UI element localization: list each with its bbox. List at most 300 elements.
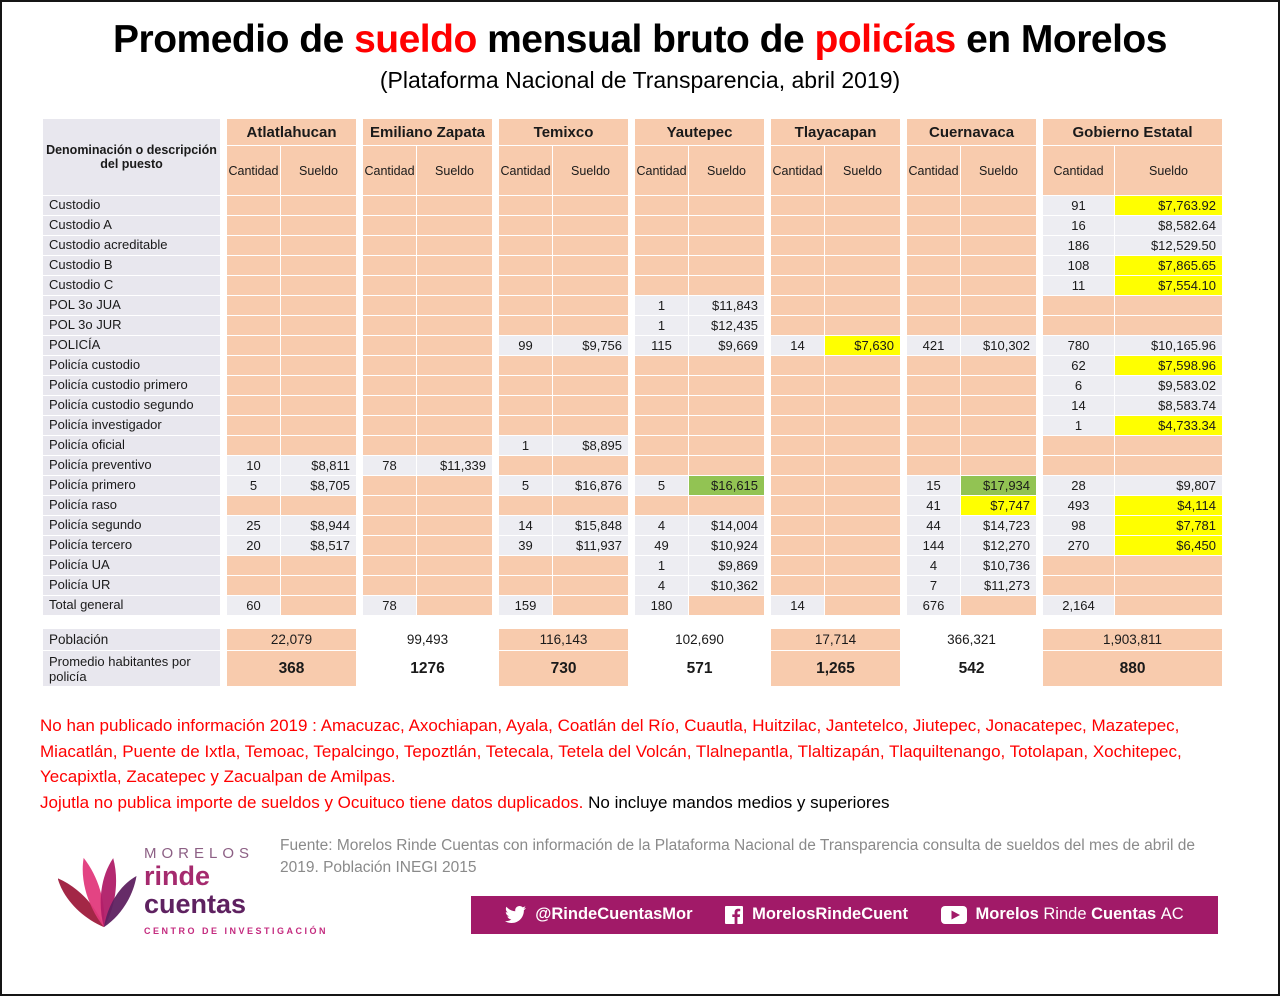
empty-cell [907,316,961,336]
facebook-text-part: RindeCuent [815,905,908,924]
empty-cell [281,556,357,576]
title-part: mensual bruto de [476,18,815,61]
facebook-icon [725,906,743,924]
table-row [43,596,1223,616]
empty-cell [771,256,825,276]
spacer [43,616,1223,629]
empty-cell [825,216,901,236]
empty-cell [961,596,1037,616]
empty-cell [689,356,765,376]
empty-cell [635,196,689,216]
sueldo-cell: $14,723 [961,516,1037,536]
poblacion-value: 366,321 [907,629,1037,651]
cantidad-cell: 421 [907,336,961,356]
empty-cell [825,516,901,536]
row-label: Custodio C [43,276,221,296]
promedio-value: 542 [907,651,1037,687]
empty-cell [825,436,901,456]
sueldo-cell: $10,736 [961,556,1037,576]
empty-cell [961,216,1037,236]
row-label: Policía UA [43,556,221,576]
sueldo-cell: $8,811 [281,456,357,476]
cantidad-header: Cantidad [227,146,281,196]
empty-cell [417,236,493,256]
empty-cell [417,536,493,556]
empty-cell [689,436,765,456]
logo-morelos: MORELOS [144,845,255,862]
empty-cell [281,296,357,316]
empty-cell [281,416,357,436]
poblacion-value: 99,493 [363,629,493,651]
poblacion-value: 17,714 [771,629,901,651]
sueldo-cell: $7,747 [961,496,1037,516]
promedio-row [43,651,1223,687]
sueldo-cell: $11,843 [689,296,765,316]
footer-right [280,835,1218,934]
empty-cell [227,356,281,376]
logo-rinde: rinde [144,861,211,891]
empty-cell [499,356,553,376]
empty-cell [363,316,417,336]
empty-cell [553,556,629,576]
facebook-handle[interactable] [725,905,908,924]
empty-cell [1043,436,1115,456]
empty-cell [1043,556,1115,576]
empty-cell [499,416,553,436]
sueldo-cell: $4,733.34 [1115,416,1223,436]
empty-cell [1115,556,1223,576]
empty-cell [499,556,553,576]
empty-cell [227,316,281,336]
source-text: Fuente: Morelos Rinde Cuentas con información de la Plataforma Nacional de Transparencia consulta de sueldos del mes de abril de 2019. Población INEGI 2015 [280,837,1196,877]
cantidad-header: Cantidad [1043,146,1115,196]
poblacion-value: 102,690 [635,629,765,651]
row-label: Policía UR [43,576,221,596]
cantidad-cell: 60 [227,596,281,616]
empty-cell [417,436,493,456]
empty-cell [227,196,281,216]
empty-cell [553,416,629,436]
empty-cell [281,336,357,356]
empty-cell [635,376,689,396]
table-header-row [43,119,1223,146]
empty-cell [281,396,357,416]
empty-cell [771,496,825,516]
empty-cell [825,456,901,476]
empty-cell [689,196,765,216]
empty-cell [771,236,825,256]
empty-cell [417,476,493,496]
table-row [43,516,1223,536]
empty-cell [907,216,961,236]
cantidad-cell: 14 [499,516,553,536]
empty-cell [907,436,961,456]
cantidad-cell: 62 [1043,356,1115,376]
empty-cell [1115,436,1223,456]
empty-cell [825,256,901,276]
table-row [43,476,1223,496]
empty-cell [553,236,629,256]
page-title [2,18,1278,62]
sueldo-header: Sueldo [1115,146,1223,196]
row-label: Custodio B [43,256,221,276]
title-part: en Morelos [955,18,1167,61]
table-row [43,316,1223,336]
sueldo-cell: $12,270 [961,536,1037,556]
empty-cell [553,396,629,416]
table-row [43,376,1223,396]
row-label: Policía custodio [43,356,221,376]
row-label: Policía raso [43,496,221,516]
cantidad-cell: 159 [499,596,553,616]
empty-cell [635,396,689,416]
table-row [43,356,1223,376]
sueldo-cell: $12,435 [689,316,765,336]
promedio-value: 880 [1043,651,1223,687]
sueldo-cell: $8,895 [553,436,629,456]
empty-cell [553,496,629,516]
empty-cell [227,576,281,596]
empty-cell [689,456,765,476]
empty-cell [689,496,765,516]
empty-cell [363,416,417,436]
cantidad-cell: 78 [363,596,417,616]
facebook-text [752,905,908,924]
twitter-text [535,905,692,924]
cantidad-cell: 780 [1043,336,1115,356]
empty-cell [281,236,357,256]
row-label: POL 3o JUA [43,296,221,316]
empty-cell [635,356,689,376]
empty-cell [281,216,357,236]
empty-cell [363,476,417,496]
empty-cell [689,236,765,256]
youtube-text-part: Morelos [975,905,1044,924]
cantidad-cell: 493 [1043,496,1115,516]
empty-cell [689,596,765,616]
municipality-header: Cuernavaca [907,119,1037,146]
sueldo-cell: $17,934 [961,476,1037,496]
empty-cell [961,276,1037,296]
empty-cell [417,596,493,616]
sueldo-cell: $4,114 [1115,496,1223,516]
empty-cell [227,256,281,276]
cantidad-cell: 1 [635,316,689,336]
sueldo-cell: $11,937 [553,536,629,556]
sueldo-cell: $6,450 [1115,536,1223,556]
youtube-icon [941,906,967,924]
empty-cell [417,256,493,276]
table-row [43,556,1223,576]
cantidad-cell: 270 [1043,536,1115,556]
empty-cell [907,276,961,296]
empty-cell [771,276,825,296]
empty-cell [825,296,901,316]
row-label: Custodio acreditable [43,236,221,256]
sueldo-cell: $8,582.64 [1115,216,1223,236]
sueldo-cell: $7,598.96 [1115,356,1223,376]
empty-cell [553,276,629,296]
cantidad-cell: 4 [635,576,689,596]
sueldo-cell: $7,865.65 [1115,256,1223,276]
table-row [43,256,1223,276]
cantidad-header: Cantidad [363,146,417,196]
logo [58,835,329,937]
empty-cell [363,336,417,356]
empty-cell [227,336,281,356]
table-row [43,336,1223,356]
empty-cell [635,436,689,456]
empty-cell [1115,576,1223,596]
salary-table [42,118,1223,687]
row-label: Policía oficial [43,436,221,456]
empty-cell [227,416,281,436]
empty-cell [281,596,357,616]
empty-cell [689,216,765,236]
sueldo-cell: $7,630 [825,336,901,356]
cantidad-header: Cantidad [907,146,961,196]
cantidad-cell: 28 [1043,476,1115,496]
empty-cell [1043,316,1115,336]
sueldo-cell: $8,705 [281,476,357,496]
empty-cell [553,216,629,236]
cantidad-cell: 108 [1043,256,1115,276]
empty-cell [961,436,1037,456]
row-label: Policía preventivo [43,456,221,476]
poblacion-value: 116,143 [499,629,629,651]
empty-cell [281,196,357,216]
table-row [43,296,1223,316]
table-row [43,276,1223,296]
empty-cell [825,196,901,216]
poblacion-label: Población [43,629,221,651]
empty-cell [281,376,357,396]
empty-cell [689,396,765,416]
cantidad-header: Cantidad [499,146,553,196]
poblacion-row [43,629,1223,651]
empty-cell [1115,596,1223,616]
empty-cell [227,396,281,416]
empty-cell [417,356,493,376]
cantidad-cell: 7 [907,576,961,596]
note-exclusions-black: No incluye mandos medios y superiores [583,792,890,812]
empty-cell [635,276,689,296]
empty-cell [689,256,765,276]
empty-cell [907,396,961,416]
row-label: Policía primero [43,476,221,496]
empty-cell [825,396,901,416]
cantidad-cell: 11 [1043,276,1115,296]
empty-cell [281,436,357,456]
cantidad-cell: 5 [635,476,689,496]
empty-cell [417,396,493,416]
empty-cell [417,196,493,216]
sueldo-cell: $10,362 [689,576,765,596]
empty-cell [771,516,825,536]
empty-cell [961,256,1037,276]
empty-cell [363,356,417,376]
twitter-icon [505,904,526,925]
cantidad-cell: 14 [1043,396,1115,416]
sueldo-cell: $7,781 [1115,516,1223,536]
table-row [43,576,1223,596]
empty-cell [825,576,901,596]
title-part: Promedio de [113,18,355,61]
empty-cell [417,216,493,236]
empty-cell [771,316,825,336]
empty-cell [363,256,417,276]
empty-cell [553,196,629,216]
cantidad-cell: 98 [1043,516,1115,536]
cantidad-cell: 6 [1043,376,1115,396]
note-exclusions-red: Jojutla no publica importe de sueldos y Ocuituco tiene datos duplicados. [40,792,584,812]
sueldo-header: Sueldo [825,146,901,196]
footer [58,835,1218,937]
empty-cell [363,436,417,456]
empty-cell [771,216,825,236]
empty-cell [553,376,629,396]
promedio-value: 1,265 [771,651,901,687]
empty-cell [825,536,901,556]
cantidad-cell: 186 [1043,236,1115,256]
empty-cell [363,276,417,296]
empty-cell [417,576,493,596]
empty-cell [1115,296,1223,316]
sueldo-cell: $9,756 [553,336,629,356]
empty-cell [635,216,689,236]
empty-cell [771,376,825,396]
empty-cell [363,216,417,236]
empty-cell [771,476,825,496]
empty-cell [499,256,553,276]
table-row [43,536,1223,556]
empty-cell [771,296,825,316]
empty-cell [499,276,553,296]
cantidad-cell: 91 [1043,196,1115,216]
empty-cell [689,416,765,436]
empty-cell [1115,456,1223,476]
empty-cell [363,496,417,516]
promedio-value: 368 [227,651,357,687]
row-label: Policía tercero [43,536,221,556]
row-label: Total general [43,596,221,616]
cantidad-cell: 14 [771,596,825,616]
empty-cell [363,556,417,576]
empty-cell [499,216,553,236]
empty-cell [907,356,961,376]
sueldo-cell: $15,848 [553,516,629,536]
empty-cell [499,576,553,596]
empty-cell [363,376,417,396]
sueldo-cell: $9,807 [1115,476,1223,496]
empty-cell [907,456,961,476]
empty-cell [635,456,689,476]
row-label: Custodio A [43,216,221,236]
cantidad-cell: 78 [363,456,417,476]
table-row [43,496,1223,516]
sueldo-cell: $11,273 [961,576,1037,596]
empty-cell [771,436,825,456]
empty-cell [825,596,901,616]
empty-cell [635,256,689,276]
empty-cell [771,196,825,216]
table-row [43,236,1223,256]
empty-cell [417,416,493,436]
empty-cell [417,376,493,396]
empty-cell [227,296,281,316]
social-bar [471,896,1218,934]
sueldo-cell: $9,583.02 [1115,376,1223,396]
cantidad-cell: 1 [635,296,689,316]
empty-cell [907,196,961,216]
note-unpublished: No han publicado información 2019 : Amacuzac, Axochiapan, Ayala, Coatlán del Río, Cuautla, Huitzilac, Jantetelco, Jiutepec, Jonacatepec, Mazatepec, Miacatlán, Puente de Ixtla, Temoac, Tepalcingo, Tepoztlán, Tetecala, Tetela del Volcán, Tlalnepantla, Tlaltizapán, Tlaquiltenango, Totolapan, Xochitepec, Yecapixtla, Zacatepec y Zacualpan de Amilpas. [40,716,1182,786]
empty-cell [553,316,629,336]
empty-cell [227,276,281,296]
cantidad-cell: 1 [499,436,553,456]
cantidad-header: Cantidad [635,146,689,196]
cantidad-cell: 5 [499,476,553,496]
empty-cell [689,276,765,296]
empty-cell [553,296,629,316]
empty-cell [499,316,553,336]
empty-cell [825,356,901,376]
empty-cell [961,456,1037,476]
row-label: Policía custodio segundo [43,396,221,416]
empty-cell [553,356,629,376]
youtube-text-part: AC [1160,905,1184,924]
empty-cell [961,316,1037,336]
cantidad-cell: 49 [635,536,689,556]
cantidad-cell: 1 [635,556,689,576]
poblacion-value: 1,903,811 [1043,629,1223,651]
empty-cell [771,396,825,416]
empty-cell [417,516,493,536]
empty-cell [281,276,357,296]
cantidad-cell: 10 [227,456,281,476]
empty-cell [499,196,553,216]
empty-cell [771,456,825,476]
youtube-handle[interactable] [941,905,1184,924]
sueldo-cell: $10,165.96 [1115,336,1223,356]
title-part-accent: sueldo [354,18,477,61]
sueldo-header: Sueldo [689,146,765,196]
sueldo-header: Sueldo [553,146,629,196]
empty-cell [499,396,553,416]
promedio-label: Promedio habitantes por policía [43,651,221,687]
empty-cell [961,356,1037,376]
municipality-header: Emiliano Zapata [363,119,493,146]
row-label: Policía investigador [43,416,221,436]
sueldo-cell: $7,554.10 [1115,276,1223,296]
empty-cell [281,356,357,376]
empty-cell [363,196,417,216]
cantidad-cell: 676 [907,596,961,616]
empty-cell [417,276,493,296]
table-row [43,196,1223,216]
logo-tagline: CENTRO DE INVESTIGACIÓN [144,925,329,936]
promedio-value: 1276 [363,651,493,687]
row-label: Custodio [43,196,221,216]
twitter-handle[interactable] [505,904,692,925]
table-row [43,396,1223,416]
empty-cell [825,276,901,296]
empty-cell [825,236,901,256]
youtube-text-part: Rinde [1043,905,1092,924]
empty-cell [907,416,961,436]
empty-cell [363,396,417,416]
cantidad-cell: 16 [1043,216,1115,236]
empty-cell [363,296,417,316]
